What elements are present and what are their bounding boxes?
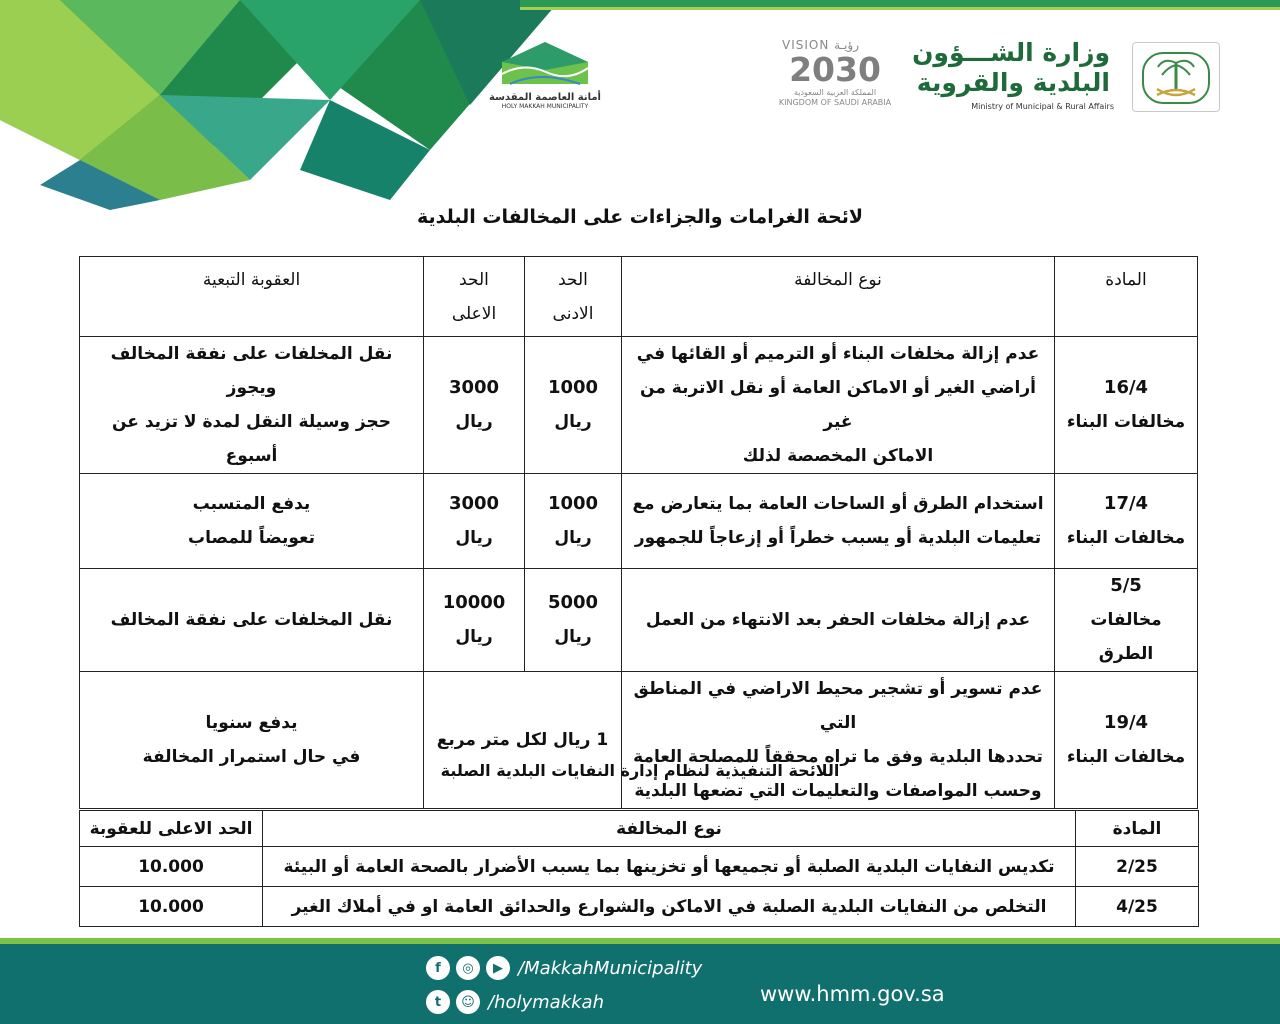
footer-band: [0, 938, 1280, 944]
violation-line: وحسب المواصفات والتعليمات التي تضعها البلدية: [634, 781, 1042, 801]
article-number: 4/25: [1076, 887, 1199, 927]
article-category: مخالفات البناء: [1066, 747, 1186, 767]
twitter-icon[interactable]: t: [426, 990, 450, 1014]
article-cell: [1055, 337, 1198, 474]
penalty-line: حجز وسيلة النقل لمدة لا تزيد عن أسبوع: [112, 412, 391, 466]
penalty-cell: [80, 474, 424, 569]
penalty-line: نقل المخلفات على نفقة المخالف ويجوز: [110, 344, 393, 398]
top-lime-line: [520, 7, 1280, 10]
header-article: المادة: [1076, 811, 1199, 847]
header-max-line2: الاعلى: [451, 304, 497, 324]
instagram-icon[interactable]: ◎: [456, 956, 480, 980]
facebook-icon[interactable]: f: [426, 956, 450, 980]
penalty-cell: [80, 569, 424, 672]
min-cell: [525, 474, 622, 569]
article-category: مخالفات البناء: [1066, 528, 1186, 548]
penalty-line: تعويضاً للمصاب: [187, 528, 315, 548]
header-article: المادة: [1055, 257, 1198, 337]
min-unit: ريال: [554, 528, 592, 548]
ministry-name-en: Ministry of Municipal & Rural Affairs: [971, 102, 1114, 111]
violation-line: أراضي الغير أو الاماكن العامة أو نقل الاتربة من غير: [640, 378, 1036, 432]
min-unit: ريال: [554, 412, 592, 432]
max-unit: ريال: [455, 412, 493, 432]
article-category: مخالفات الطرق: [1090, 610, 1162, 664]
violation-line: عدم إزالة مخلفات الحفر بعد الانتهاء من العمل: [645, 610, 1031, 630]
ministry-logo: [912, 38, 1220, 118]
vision-kingdom-en: KINGDOM OF SAUDI ARABIA: [778, 98, 892, 107]
violation-line: عدم تسوير أو تشجير محيط الاراضي في المناطق التي: [633, 679, 1043, 733]
max-unit: ريال: [455, 627, 493, 647]
penalty-line: في حال استمرار المخالفة: [142, 747, 361, 767]
violation-cell: التخلص من النفايات البلدية الصلبة في الاماكن والشوارع والحدائق العامة او في أملاك الغير: [263, 887, 1076, 927]
max-cell: [424, 569, 525, 672]
table-header-row: [80, 811, 1199, 847]
header-min-line2: الادنى: [552, 304, 594, 324]
violation-line: عدم إزالة مخلفات البناء أو الترميم أو القائها في: [636, 344, 1040, 364]
website-link[interactable]: www.hmm.gov.sa: [760, 982, 945, 1006]
max-value: 10000: [442, 592, 506, 613]
violation-line: تعليمات البلدية أو يسبب خطراً أو إزعاجاً للجمهور: [634, 528, 1042, 548]
header-max-line1: الحد: [459, 270, 489, 290]
top-green-line: [520, 0, 1280, 7]
violation-cell: [622, 337, 1055, 474]
fines-table: [79, 256, 1198, 809]
violation-cell: [622, 474, 1055, 569]
vision-year: 2030: [789, 50, 881, 89]
min-unit: ريال: [554, 627, 592, 647]
header-min-line1: الحد: [558, 270, 588, 290]
ministry-name-ar-1: وزارة الشـــؤون: [912, 38, 1110, 67]
table-row: [80, 569, 1198, 672]
social-handle-2[interactable]: /holymakkah: [488, 991, 604, 1013]
penalty-line: يدفع سنويا: [205, 713, 298, 733]
max-penalty-cell: 10.000: [80, 847, 263, 887]
max-cell: [424, 337, 525, 474]
penalty-line: نقل المخلفات على نفقة المخالف: [110, 610, 393, 630]
makkah-name-ar: أمانة العاصمة المقدسة: [489, 92, 601, 103]
table-header-row: [80, 257, 1198, 337]
header-penalty: العقوبة التبعية: [80, 257, 424, 337]
min-value: 1000: [547, 377, 599, 398]
penalty-line: يدفع المتسبب: [192, 494, 311, 514]
social-links-2: [426, 990, 604, 1014]
combined-fine-cell: 1 ريال لكل متر مربع: [424, 672, 622, 809]
vision-kingdom-ar: المملكة العربية السعودية: [793, 88, 877, 97]
article-cell: [1055, 569, 1198, 672]
footer: [0, 938, 1280, 1024]
header-violation: نوع المخالفة: [622, 257, 1055, 337]
min-cell: [525, 569, 622, 672]
table-row: [80, 672, 1198, 809]
table-row: [80, 337, 1198, 474]
max-cell: [424, 474, 525, 569]
makkah-emblem-icon: [500, 40, 590, 86]
waste-section-title: اللائحة التنفيذية لنظام إدارة النفايات البلدية الصلبة: [440, 761, 840, 780]
social-handle-1[interactable]: /MakkahMunicipality: [518, 957, 703, 979]
violation-line: استخدام الطرق أو الساحات العامة بما يتعارض مع: [632, 494, 1044, 514]
table-row: [80, 847, 1199, 887]
header-violation: نوع المخالفة: [263, 811, 1076, 847]
table-row: [80, 474, 1198, 569]
vision-label: VISION رؤيـة: [782, 38, 860, 52]
min-value: 1000: [547, 493, 599, 514]
violation-cell: [622, 672, 1055, 809]
article-number: 16/4: [1103, 377, 1149, 398]
min-cell: [525, 337, 622, 474]
article-number: 2/25: [1076, 847, 1199, 887]
social-links-1: [426, 956, 702, 980]
palm-swords-emblem-icon: [1132, 42, 1220, 112]
makkah-municipality-logo: [470, 40, 620, 110]
article-number: 5/5: [1110, 575, 1142, 596]
snapchat-icon[interactable]: ☺: [456, 990, 480, 1014]
vision-2030-logo: [770, 38, 900, 110]
penalty-cell: [80, 337, 424, 474]
max-value: 3000: [448, 493, 500, 514]
max-value: 3000: [448, 377, 500, 398]
violation-cell: تكديس النفايات البلدية الصلبة أو تجميعها أو تخزينها بما يسبب الأضرار بالصحة العامة أو البيئة: [263, 847, 1076, 887]
header-max: [424, 257, 525, 337]
violation-line: الاماكن المخصصة لذلك: [742, 446, 934, 466]
article-cell: [1055, 474, 1198, 569]
table-row: [80, 887, 1199, 927]
article-cell: [1055, 672, 1198, 809]
max-penalty-cell: 10.000: [80, 887, 263, 927]
header-max-penalty: الحد الاعلى للعقوبة: [80, 811, 263, 847]
max-unit: ريال: [455, 528, 493, 548]
penalty-cell: [80, 672, 424, 809]
min-value: 5000: [547, 592, 599, 613]
article-number: 19/4: [1103, 712, 1149, 733]
youtube-icon[interactable]: ▶: [486, 956, 510, 980]
article-category: مخالفات البناء: [1066, 412, 1186, 432]
page-title: لائحة الغرامات والجزاءات على المخالفات البلدية: [416, 206, 864, 228]
makkah-name-en: HOLY MAKKAH MUNICIPALITY: [501, 103, 589, 110]
violation-line: تحددها البلدية وفق ما تراه محققاً للمصلحة العامة: [633, 747, 1043, 767]
article-number: 17/4: [1103, 493, 1149, 514]
waste-fines-table: [79, 810, 1199, 927]
ministry-name-ar-2: البلدية والقروية: [916, 68, 1110, 97]
violation-cell: [622, 569, 1055, 672]
header-min: [525, 257, 622, 337]
